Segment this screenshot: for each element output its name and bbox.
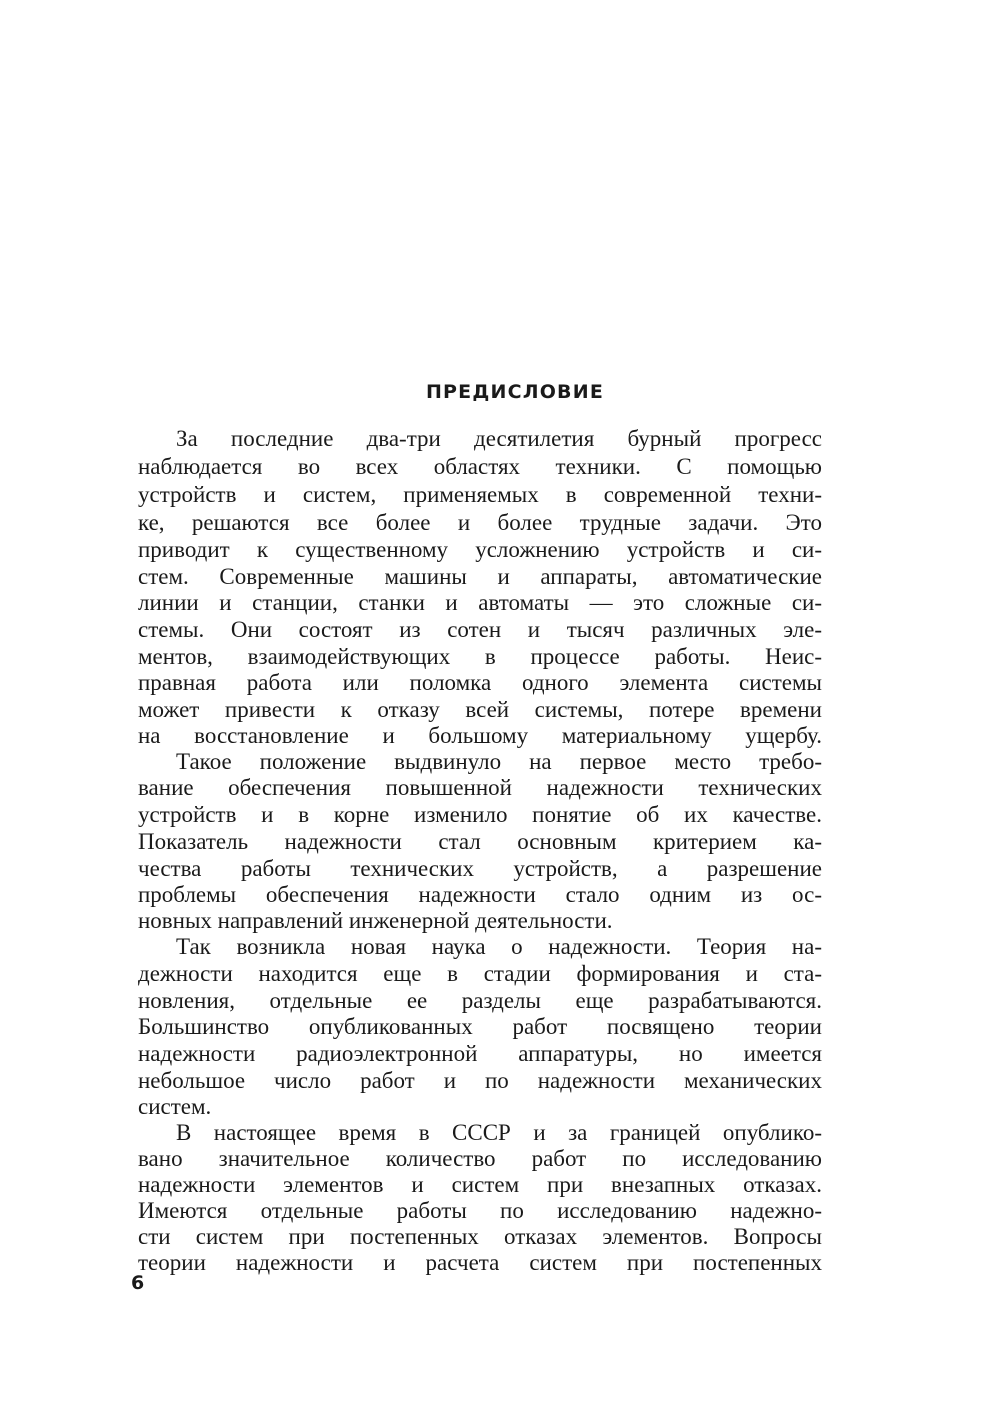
- text-line: За последние два-три десятилетия бурный прогресс: [176, 426, 822, 451]
- text-line: теории надежности и расчета систем при постепенных: [138, 1250, 822, 1275]
- text-line: чества работы технических устройств, а разрешение: [138, 856, 822, 881]
- text-line: новных направлений инженерной деятельности.: [138, 908, 613, 933]
- text-line: В настоящее время в СССР и за границей опублико-: [176, 1120, 822, 1145]
- text-line: проблемы обеспечения надежности стало одним из ос-: [138, 882, 822, 907]
- text-line: надежности элементов и систем при внезапных отказах.: [138, 1172, 822, 1197]
- text-line: линии и станции, станки и автоматы — это сложные си-: [138, 590, 822, 615]
- text-line: дежности находится еще в стадии формирования и ста-: [138, 961, 822, 986]
- page-title: ПРЕДИСЛОВИЕ: [425, 381, 605, 403]
- text-line: вано значительное количество работ по исследованию: [138, 1146, 822, 1171]
- text-line: Имеются отдельные работы по исследованию надежно-: [138, 1198, 822, 1223]
- text-line: устройств и систем, применяемых в современной техни-: [138, 482, 822, 507]
- page-number: 6: [131, 1272, 145, 1294]
- text-line: надежности радиоэлектронной аппаратуры, но имеется: [138, 1041, 822, 1066]
- text-line: Так возникла новая наука о надежности. Теория на-: [176, 934, 822, 959]
- text-line: Такое положение выдвинуло на первое место требо-: [176, 749, 822, 774]
- text-line: стемы. Они состоят из сотен и тысяч различных эле-: [138, 617, 822, 642]
- text-line: наблюдается во всех областях техники. С помощью: [138, 454, 822, 479]
- text-line: на восстановление и большому материальному ущербу.: [138, 723, 822, 748]
- text-line: небольшое число работ и по надежности механических: [138, 1068, 822, 1093]
- text-line: новления, отдельные ее разделы еще разрабатываются.: [138, 988, 822, 1013]
- text-line: может привести к отказу всей системы, потере времени: [138, 697, 822, 722]
- text-line: вание обеспечения повышенной надежности технических: [138, 775, 822, 800]
- text-line: сти систем при постепенных отказах элементов. Вопросы: [138, 1224, 822, 1249]
- text-line: Большинство опубликованных работ посвящено теории: [138, 1014, 822, 1039]
- text-line: ментов, взаимодействующих в процессе работы. Неис-: [138, 644, 822, 669]
- text-line: правная работа или поломка одного элемента системы: [138, 670, 822, 695]
- text-line: Показатель надежности стал основным критерием ка-: [138, 829, 822, 854]
- text-line: ке, решаются все более и более трудные задачи. Это: [138, 510, 822, 535]
- text-line: приводит к существенному усложнению устройств и си-: [138, 537, 822, 562]
- text-line: стем. Современные машины и аппараты, автоматические: [138, 564, 822, 589]
- text-line: устройств и в корне изменило понятие об их качестве.: [138, 802, 822, 827]
- text-line: систем.: [138, 1094, 212, 1119]
